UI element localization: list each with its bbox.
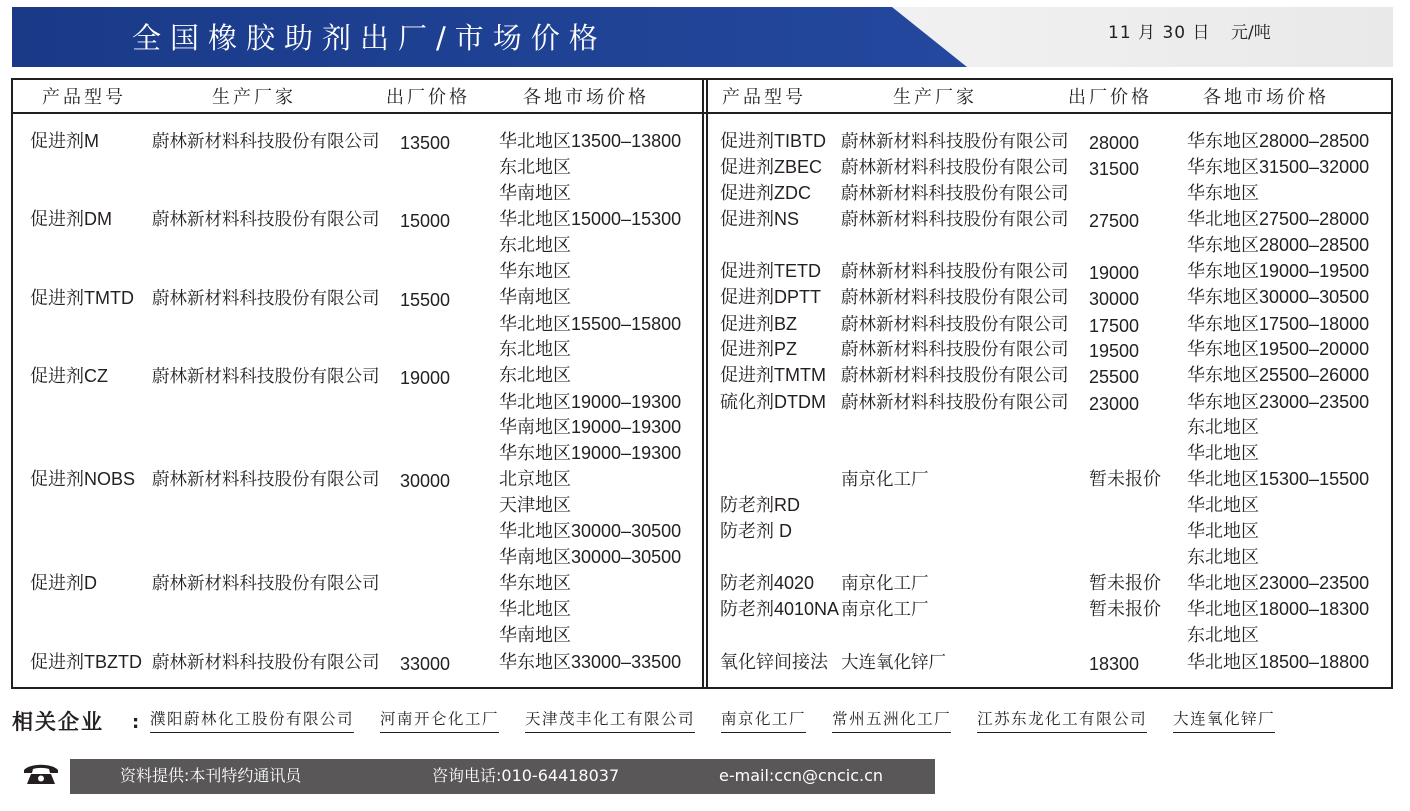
market-price: 华北地区30000–30500 (499, 521, 682, 541)
maker-name: 蔚林新材料科技股份有限公司 (841, 131, 1069, 151)
market-price: 华东地区28000–28500 (1187, 235, 1370, 255)
market-price: 华东地区28000–28500 (1187, 131, 1370, 151)
factory-price: 30000 (1089, 289, 1140, 309)
maker-name: 蔚林新材料科技股份有限公司 (841, 314, 1069, 334)
market-price: 华北地区15300–15500 (1187, 469, 1370, 489)
related-company: 河南开仑化工厂 (380, 708, 499, 733)
col-header-markets: 各地市场价格 (1203, 87, 1329, 108)
page-title: 全国橡胶助剂出厂/市场价格 (132, 21, 607, 55)
related-company: 江苏东龙化工有限公司 (977, 708, 1147, 733)
maker-name: 蔚林新材料科技股份有限公司 (841, 261, 1069, 281)
maker-name: 蔚林新材料科技股份有限公司 (841, 365, 1069, 385)
maker-name: 蔚林新材料科技股份有限公司 (841, 287, 1069, 307)
market-price: 华北地区 (1187, 521, 1259, 541)
product-name: 促进剂D (30, 573, 97, 593)
market-price: 华东地区30000–30500 (1187, 287, 1370, 307)
market-price: 华东地区25500–26000 (1187, 365, 1370, 385)
factory-price: 19500 (1089, 341, 1140, 361)
product-name: 氧化锌间接法 (720, 652, 828, 672)
product-name: 促进剂DM (30, 209, 112, 229)
market-price: 东北地区 (1187, 625, 1259, 645)
maker-name: 大连氧化锌厂 (841, 652, 946, 672)
market-price: 华南地区 (499, 183, 571, 203)
product-name: 促进剂TBZTD (30, 652, 142, 672)
col-header-price: 出厂价格 (386, 87, 470, 108)
product-name: 促进剂TETD (720, 261, 821, 281)
related-company: 南京化工厂 (721, 708, 806, 733)
report-date: 11 月 30 日 (1108, 23, 1211, 43)
maker-name: 蔚林新材料科技股份有限公司 (152, 131, 380, 151)
product-name: 防老剂RD (720, 495, 800, 515)
col-header-markets: 各地市场价格 (523, 87, 649, 108)
market-price: 北京地区 (499, 469, 571, 489)
market-price: 东北地区 (1187, 547, 1259, 567)
factory-price: 15000 (400, 211, 451, 231)
factory-price: 27500 (1089, 211, 1140, 231)
col-header-product: 产品型号 (42, 87, 126, 108)
market-price: 华北地区19000–19300 (499, 392, 682, 412)
col-header-maker: 生产厂家 (212, 87, 296, 108)
product-name: 促进剂TMTM (720, 365, 826, 385)
market-price: 华东地区19000–19500 (1187, 261, 1370, 281)
product-name: 防老剂4020 (720, 573, 815, 593)
maker-name: 蔚林新材料科技股份有限公司 (152, 366, 380, 386)
market-price: 华南地区 (499, 287, 571, 307)
factory-price: 15500 (400, 290, 451, 310)
market-price: 华东地区19500–20000 (1187, 339, 1370, 359)
product-name: 促进剂ZBEC (720, 157, 823, 177)
related-company: 濮阳蔚林化工股份有限公司 (150, 708, 354, 733)
column-divider (706, 78, 708, 689)
product-name: 促进剂NS (720, 209, 800, 229)
market-price: 华东地区17500–18000 (1187, 314, 1370, 334)
market-price: 华南地区19000–19300 (499, 417, 682, 437)
market-price: 华北地区23000–23500 (1187, 573, 1370, 593)
market-price: 华北地区 (1187, 495, 1259, 515)
factory-price: 25500 (1089, 367, 1140, 387)
market-price: 东北地区 (499, 157, 571, 177)
market-price: 华东地区 (1187, 183, 1259, 203)
factory-price: 30000 (400, 471, 451, 491)
product-name: 促进剂CZ (30, 366, 108, 386)
product-name: 促进剂BZ (720, 314, 798, 334)
col-header-product: 产品型号 (722, 87, 806, 108)
factory-price: 暂未报价 (1089, 469, 1161, 489)
market-price: 华东地区23000–23500 (1187, 392, 1370, 412)
product-name: 防老剂4010NA (720, 599, 840, 619)
product-name: 促进剂PZ (720, 339, 798, 359)
maker-name: 蔚林新材料科技股份有限公司 (841, 183, 1069, 203)
factory-price: 23000 (1089, 394, 1140, 414)
maker-name: 蔚林新材料科技股份有限公司 (152, 573, 380, 593)
related-companies-list (150, 708, 1275, 733)
info-source: 资料提供:本刊特约通讯员 (120, 766, 302, 785)
product-name: 防老剂 D (720, 521, 792, 541)
price-unit: 元/吨 (1231, 23, 1271, 43)
market-price: 华南地区 (499, 625, 571, 645)
market-price: 天津地区 (499, 495, 571, 515)
product-name: 促进剂NOBS (30, 469, 136, 489)
market-price: 华北地区15000–15300 (499, 209, 682, 229)
market-price: 华东地区31500–32000 (1187, 157, 1370, 177)
market-price: 东北地区 (1187, 417, 1259, 437)
contact-email: e-mail:ccn@cncic.cn (719, 766, 884, 785)
telephone-icon (22, 762, 60, 786)
market-price: 华南地区30000–30500 (499, 547, 682, 567)
maker-name: 蔚林新材料科技股份有限公司 (152, 209, 380, 229)
factory-price: 18300 (1089, 654, 1140, 674)
maker-name: 蔚林新材料科技股份有限公司 (841, 392, 1069, 412)
factory-price: 13500 (400, 133, 451, 153)
market-price: 东北地区 (499, 339, 571, 359)
product-name: 促进剂TIBTD (720, 131, 826, 151)
related-company: 常州五洲化工厂 (832, 708, 951, 733)
maker-name: 蔚林新材料科技股份有限公司 (841, 157, 1069, 177)
product-name: 促进剂TMTD (30, 288, 134, 308)
market-price: 东北地区 (499, 365, 571, 385)
product-name: 硫化剂DTDM (720, 392, 826, 412)
factory-price: 17500 (1089, 316, 1140, 336)
maker-name: 蔚林新材料科技股份有限公司 (152, 652, 380, 672)
maker-name: 南京化工厂 (841, 573, 929, 593)
maker-name: 南京化工厂 (841, 599, 929, 619)
col-header-maker: 生产厂家 (893, 87, 977, 108)
market-price: 东北地区 (499, 235, 571, 255)
maker-name: 蔚林新材料科技股份有限公司 (152, 288, 380, 308)
market-price: 华北地区27500–28000 (1187, 209, 1370, 229)
factory-price: 28000 (1089, 133, 1140, 153)
product-name: 促进剂DPTT (720, 287, 821, 307)
factory-price: 暂未报价 (1089, 599, 1161, 619)
factory-price: 31500 (1089, 159, 1140, 179)
maker-name: 南京化工厂 (841, 469, 929, 489)
related-company: 天津茂丰化工有限公司 (525, 708, 695, 733)
factory-price: 33000 (400, 654, 451, 674)
market-price: 华东地区33000–33500 (499, 652, 682, 672)
market-price: 华东地区19000–19300 (499, 443, 682, 463)
market-price: 华北地区 (499, 599, 571, 619)
market-price: 华北地区18000–18300 (1187, 599, 1370, 619)
maker-name: 蔚林新材料科技股份有限公司 (152, 469, 380, 489)
related-company: 大连氧化锌厂 (1173, 708, 1275, 733)
factory-price: 19000 (1089, 263, 1140, 283)
market-price: 华东地区 (499, 573, 571, 593)
contact-phone: 咨询电话:010-64418037 (432, 766, 620, 785)
column-divider (702, 78, 704, 689)
market-price: 华北地区15500–15800 (499, 314, 682, 334)
factory-price: 暂未报价 (1089, 573, 1161, 593)
product-name: 促进剂ZDC (720, 183, 811, 203)
col-header-price: 出厂价格 (1068, 87, 1152, 108)
related-companies-label: 相关企业 (12, 710, 104, 734)
product-name: 促进剂M (30, 131, 99, 151)
market-price: 华北地区 (1187, 443, 1259, 463)
market-price: 华北地区18500–18800 (1187, 652, 1370, 672)
factory-price: 19000 (400, 368, 451, 388)
related-companies-colon: : (132, 712, 140, 733)
maker-name: 蔚林新材料科技股份有限公司 (841, 209, 1069, 229)
market-price: 华北地区13500–13800 (499, 131, 682, 151)
market-price: 华东地区 (499, 261, 571, 281)
maker-name: 蔚林新材料科技股份有限公司 (841, 339, 1069, 359)
